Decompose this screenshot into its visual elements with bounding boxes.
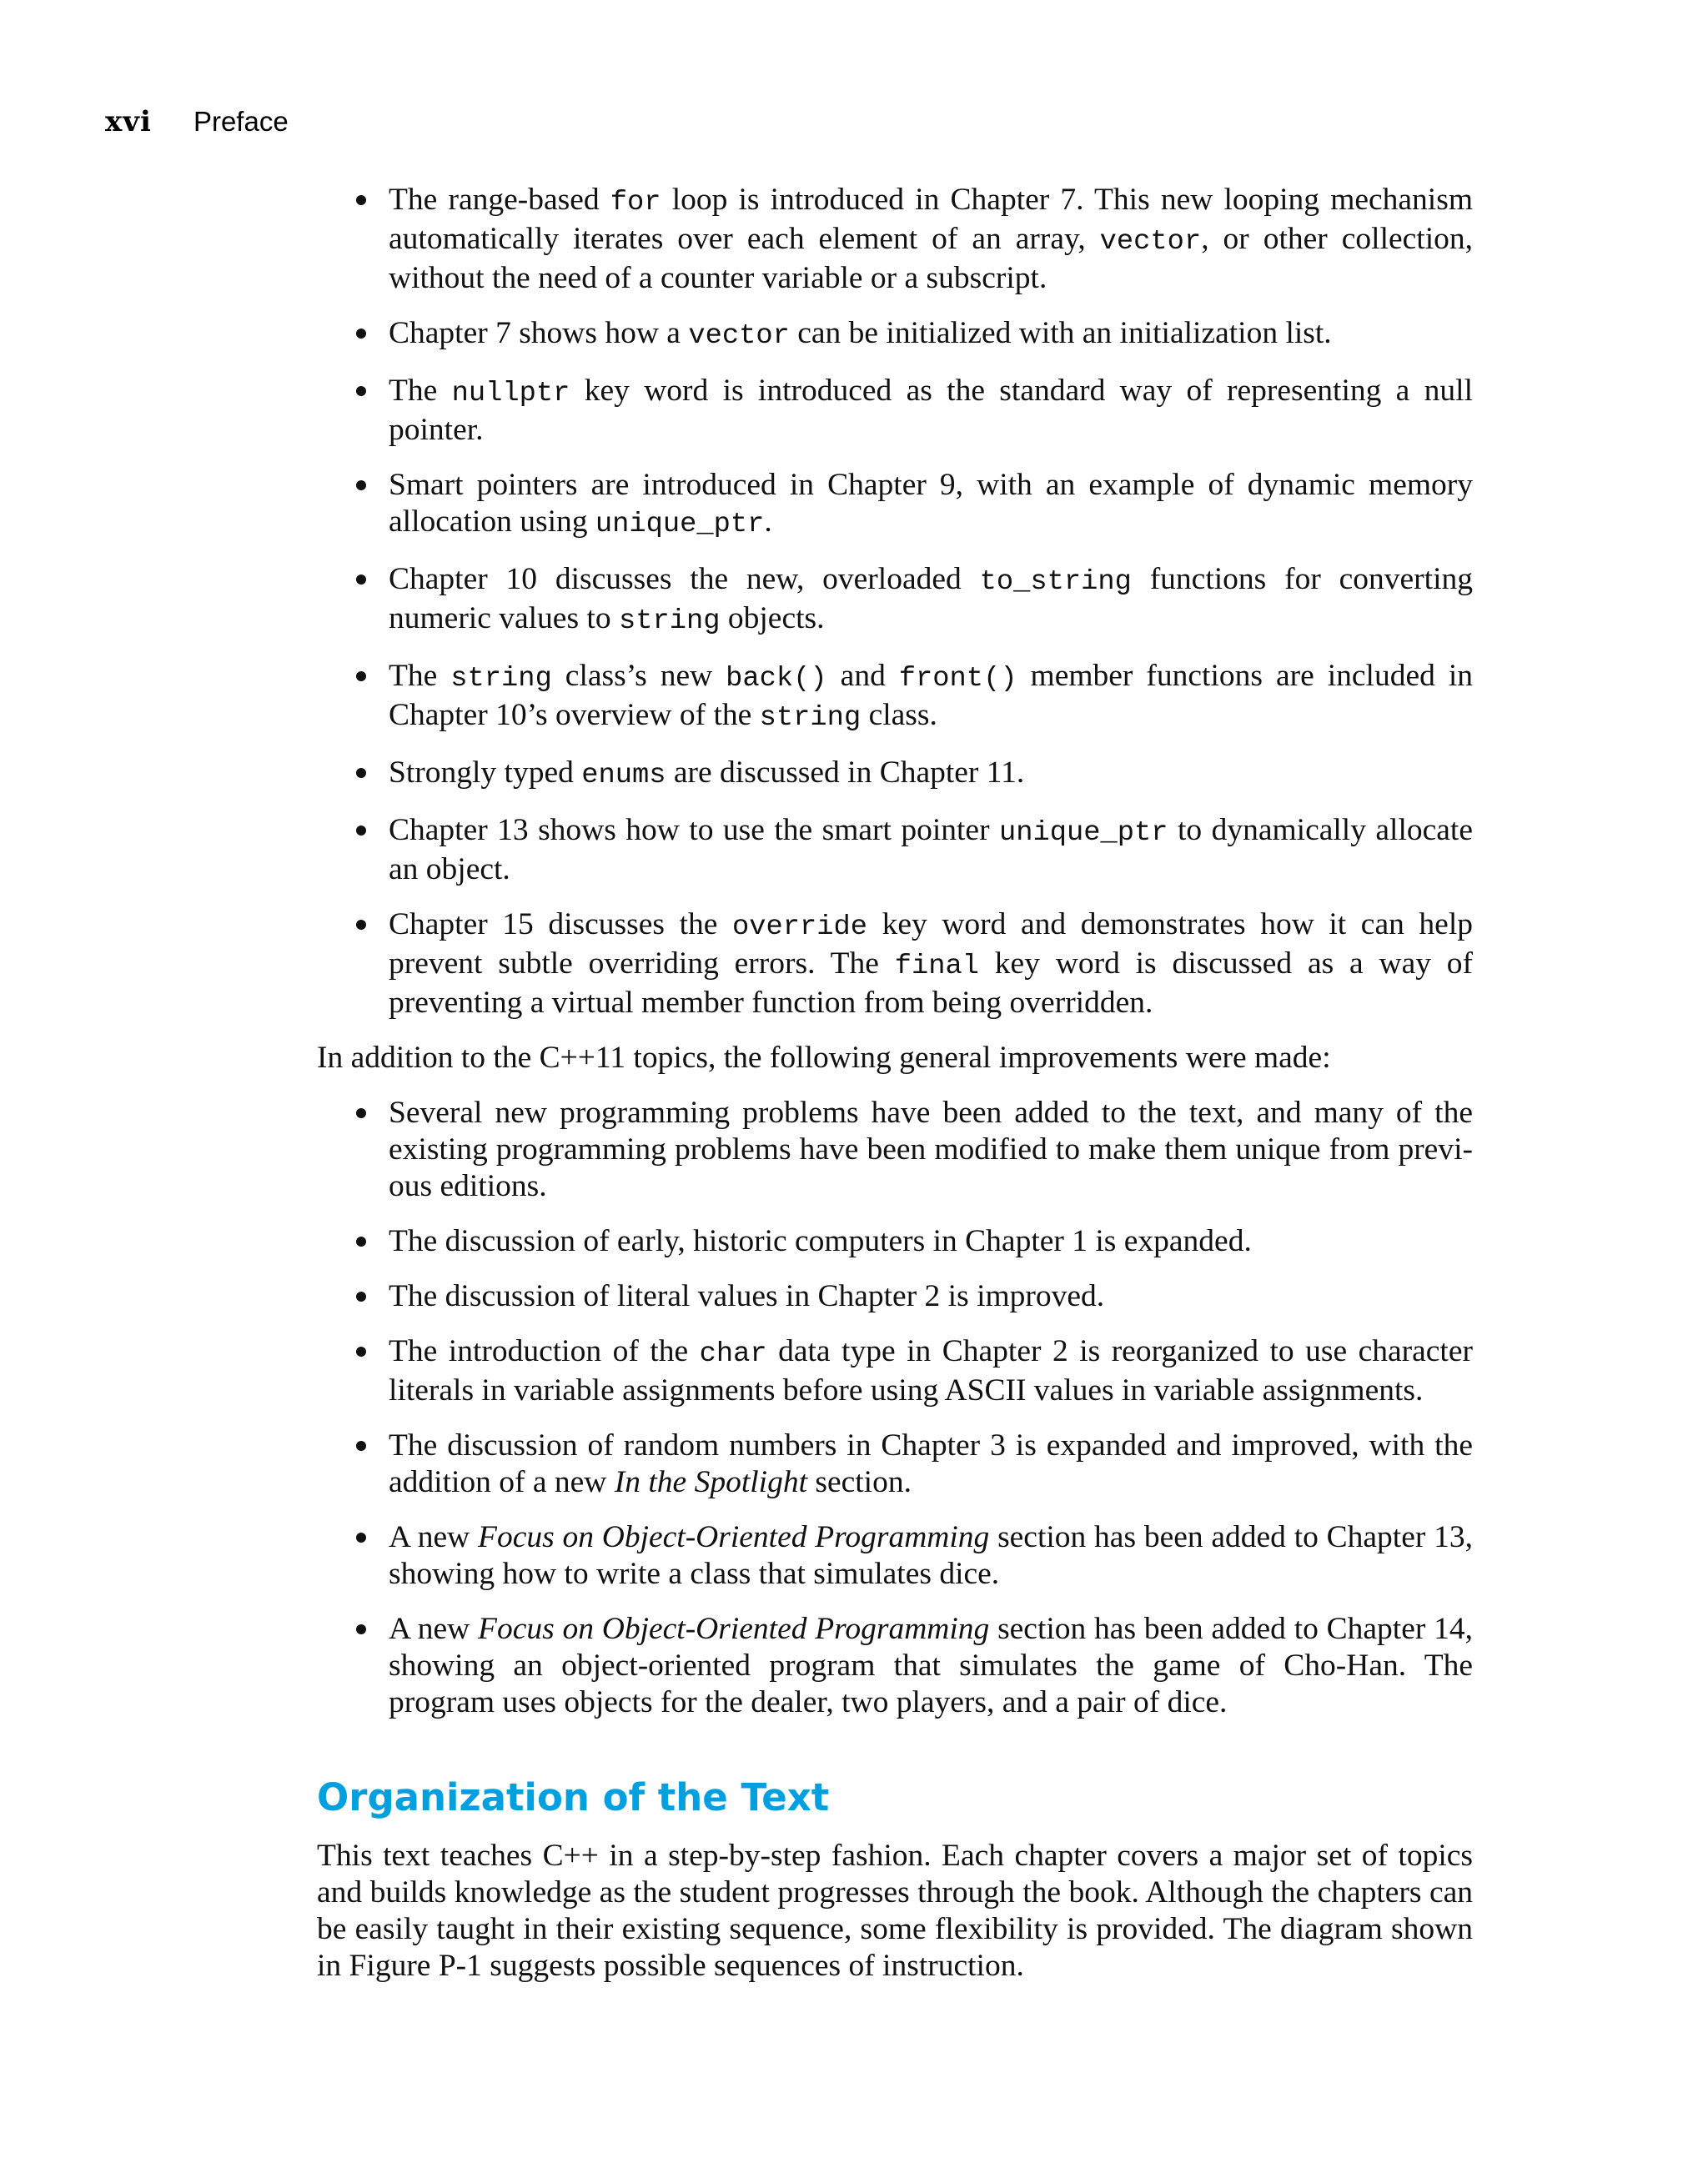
text-run: The discussion of early, historic computers in Chapter 1 is expanded. — [389, 1224, 1252, 1258]
text-run: The introduction of the — [389, 1334, 700, 1368]
text-run: Smart pointers are introduced in Chapter 9, with an example of dynamic memory allocation using — [389, 468, 1473, 539]
list-item — [317, 1333, 1473, 1409]
text-run: member functions are included in Chapter 10’s overview of the — [389, 659, 1473, 732]
text-run: to dynamically allocate an object. — [389, 813, 1473, 886]
text-run: objects. — [720, 601, 825, 635]
text-run: The — [389, 374, 452, 408]
bullet-icon — [356, 1347, 366, 1357]
text-run: and — [826, 659, 899, 693]
running-head-title: Preface — [193, 106, 289, 137]
list-item — [317, 1095, 1473, 1205]
text-run: data type in Chapter 2 is reorganized to use character literals in variable assignments before using ASCII values in variable assignments. — [389, 1334, 1473, 1408]
bullet-icon — [356, 1441, 366, 1451]
text-run: class’s new — [551, 659, 726, 693]
bullet-icon — [356, 1237, 366, 1247]
text-run: section. — [807, 1465, 912, 1499]
text-run: Chapter 13 shows how to use the smart pointer — [389, 813, 1000, 847]
text-run: loop is introduced in Chapter 7. This new looping mechanism automatically iterates over each element of an array, — [389, 183, 1473, 256]
list-item — [317, 315, 1473, 354]
running-head — [105, 105, 289, 138]
text-run: section has been added to Chapter 13, showing how to write a class that simulates dice. — [389, 1520, 1473, 1591]
bullet-icon — [356, 386, 366, 396]
list-item — [317, 561, 1473, 640]
section-body: This text teaches C++ in a step-by-step fashion. Each chapter covers a major set of topics and builds knowledge as the student progresses through the book. Although the chapters can be easily taught in their existing sequence, some flexibility is provided. The diagram shown in Figure P-1 suggests possible sequences of instruction. — [317, 1839, 1473, 1983]
page-number: xvi — [105, 105, 152, 138]
text-run: class. — [861, 698, 937, 732]
code-term: nullptr — [451, 378, 570, 409]
list-item — [317, 182, 1473, 297]
emphasis-text: Focus on Object-Oriented Programming — [478, 1520, 990, 1554]
bullet-icon — [356, 826, 366, 836]
text-run: The discussion of random numbers in Chapter 3 is expanded and improved, with the addition of a new — [389, 1428, 1473, 1499]
list-item — [317, 906, 1473, 1021]
code-term: for — [610, 187, 661, 218]
emphasis-text: Focus on Object-Oriented Programming — [478, 1612, 990, 1646]
text-run: Several new programming problems have been added to the text, and many of the existing programming problems have been modified to make them unique from previous editions. — [389, 1096, 1473, 1203]
code-term: string — [450, 663, 552, 695]
text-run: . — [764, 504, 772, 539]
page-content — [317, 182, 1473, 1985]
list-item — [317, 1611, 1473, 1721]
text-run: section has been added to Chapter 14, showing an object-oriented program that simulates the game of Cho-Han. The program uses objects for the dealer, two players, and a pair of dice. — [389, 1612, 1473, 1719]
code-term: unique_ptr — [595, 509, 765, 540]
bullet-icon — [356, 480, 366, 490]
bullet-icon — [356, 1292, 366, 1302]
code-term: enums — [581, 760, 666, 791]
code-term: back() — [726, 663, 827, 695]
cpp11-features-list — [317, 182, 1473, 1021]
code-term: vector — [688, 320, 790, 352]
bullet-icon — [356, 1108, 366, 1118]
text-run: A new — [389, 1520, 479, 1554]
list-item — [317, 658, 1473, 736]
list-item — [317, 812, 1473, 888]
text-run: key word is discussed as a way of preventing a virtual member function from being overridden. — [389, 946, 1474, 1020]
text-run: The range-based — [389, 183, 610, 217]
bullet-icon — [356, 768, 366, 778]
text-run: Strongly typed — [389, 755, 582, 790]
section-heading: Organization of the Text — [317, 1775, 830, 1819]
code-term: front() — [898, 663, 1017, 695]
list-item — [317, 1519, 1473, 1593]
text-run: are discussed in Chapter 11. — [666, 755, 1025, 790]
text-run: Chapter 10 discusses the new, overloaded — [389, 562, 980, 596]
bullet-icon — [356, 1533, 366, 1543]
code-term: vector — [1099, 226, 1202, 258]
code-term: to_string — [979, 566, 1132, 598]
code-term: unique_ptr — [999, 817, 1168, 849]
bullet-icon — [356, 671, 366, 681]
text-run: Chapter 15 discusses the — [389, 907, 732, 941]
general-improvements-list — [317, 1095, 1473, 1721]
text-run: The discussion of literal values in Chapter 2 is improved. — [389, 1279, 1105, 1313]
emphasis-text: In the Spotlight — [614, 1465, 807, 1499]
text-run: , or other collection, without the need of a counter variable or a subscript. — [389, 222, 1473, 295]
list-item — [317, 467, 1473, 543]
code-term: string — [759, 702, 862, 734]
code-term: char — [699, 1338, 767, 1370]
list-item — [317, 755, 1473, 794]
text-run: key word and demonstrates how it can help prevent subtle overriding errors. The — [389, 907, 1473, 981]
code-term: override — [731, 911, 868, 943]
text-run: can be initialized with an initialization list. — [789, 316, 1332, 350]
list-item — [317, 1278, 1473, 1315]
text-run: functions for converting numeric values to — [389, 562, 1473, 635]
bullet-icon — [356, 1624, 366, 1634]
text-run: Chapter 7 shows how a — [389, 316, 689, 350]
text-run: key word is introduced as the standard way of representing a null pointer. — [389, 374, 1473, 447]
list-item — [317, 1428, 1473, 1501]
code-term: string — [618, 605, 721, 637]
bullet-icon — [356, 575, 366, 585]
bullet-icon — [356, 329, 366, 339]
improvements-intro: In addition to the C++11 topics, the following general improvements were made: — [317, 1041, 1331, 1075]
bullet-icon — [356, 195, 366, 205]
code-term: final — [894, 951, 979, 982]
text-run: A new — [389, 1612, 479, 1646]
list-item — [317, 373, 1473, 449]
list-item — [317, 1223, 1473, 1260]
bullet-icon — [356, 920, 366, 930]
text-run: The — [389, 659, 451, 693]
